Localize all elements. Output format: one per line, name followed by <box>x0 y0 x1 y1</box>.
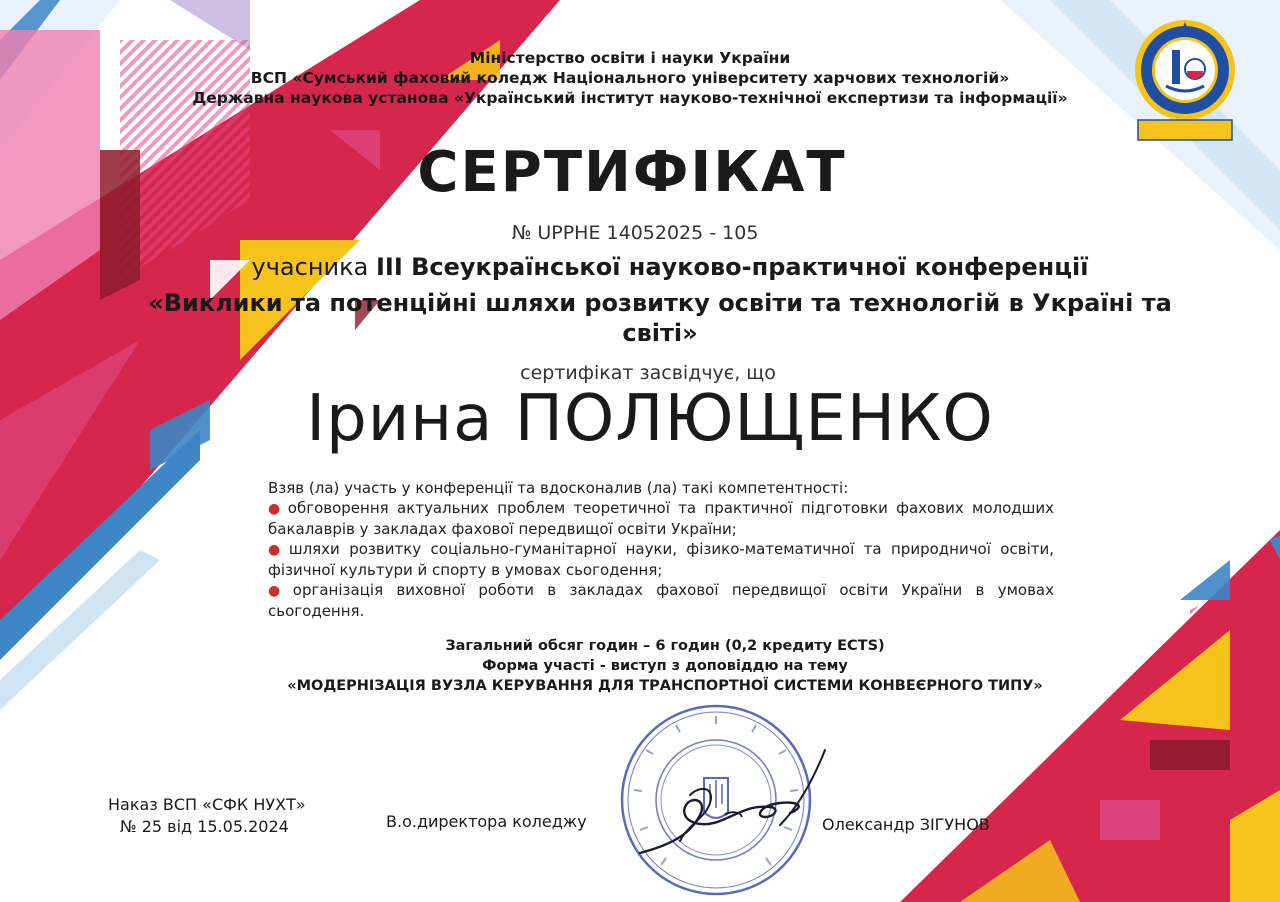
recipient-name: Ірина ПОЛЮЩЕНКО <box>306 382 994 456</box>
college-emblem-icon <box>1132 14 1238 142</box>
handwritten-signature-icon <box>630 745 840 860</box>
signer-name: Олександр ЗІГУНОВ <box>822 815 990 834</box>
certificate-title: СЕРТИФІКАТ <box>417 140 847 205</box>
bullet-icon: ● <box>268 583 289 599</box>
report-topic: «МОДЕРНІЗАЦІЯ ВУЗЛА КЕРУВАННЯ ДЛЯ ТРАНСПОРТНОЇ СИСТЕМИ КОНВЕЄРНОГО ТИПУ» <box>287 678 1043 694</box>
college-line: ВСП «Сумський фаховий коледж Національного університету харчових технологій» <box>250 69 1010 87</box>
competencies-intro: Взяв (ла) участь у конференції та вдосконалив (ла) такі компетентності: <box>268 479 849 497</box>
order-line2: № 25 від 15.05.2024 <box>120 817 289 836</box>
college-logo <box>1132 14 1238 142</box>
certificate-number: № UPPHE 14052025 - 105 <box>511 222 759 244</box>
institute-line: Державна наукова установа «Український інститут науково-технічної експертизи та інформації» <box>192 89 1068 107</box>
competencies-block <box>268 478 1054 621</box>
competency-item: ● обговорення актуальних проблем теоретичної та практичної підготовки фахових молодших бакалаврів у закладах фахової передвищої освіти України; <box>268 499 1054 538</box>
order-reference <box>108 794 306 838</box>
conference-theme: «Виклики та потенційні шляхи розвитку освіти та технологій в Україні та світі» <box>148 289 1172 347</box>
conference-name: ІІІ Всеукраїнської науково-практичної конференції <box>375 253 1089 281</box>
header <box>130 48 1130 108</box>
competency-item: ● організація виховної роботи в закладах фахової передвищої освіти України в умовах сьогодення. <box>268 581 1055 620</box>
participant-prefix: учасника <box>251 253 369 281</box>
bullet-icon: ● <box>268 542 285 558</box>
total-hours: Загальний обсяг годин – 6 годин (0,2 кредиту ECTS) <box>445 638 885 654</box>
ministry-line: Міністерство освіти і науки України <box>469 49 791 67</box>
competency-item: ● шляхи розвитку соціально-гуманітарної науки, фізико-математичної та природничої освіти, фізичної культури й спорту в умовах сьогодення; <box>268 540 1054 579</box>
certifies-text: сертифікат засвідчує, що <box>520 362 776 384</box>
order-line1: Наказ ВСП «СФК НУХТ» <box>108 795 306 814</box>
participation-form: Форма участі - виступ з доповіддю на тему <box>482 658 848 674</box>
conference-line <box>120 252 1220 282</box>
bullet-icon: ● <box>268 501 284 517</box>
summary-block <box>0 636 1280 696</box>
director-label: В.о.директора коледжу <box>386 812 587 831</box>
